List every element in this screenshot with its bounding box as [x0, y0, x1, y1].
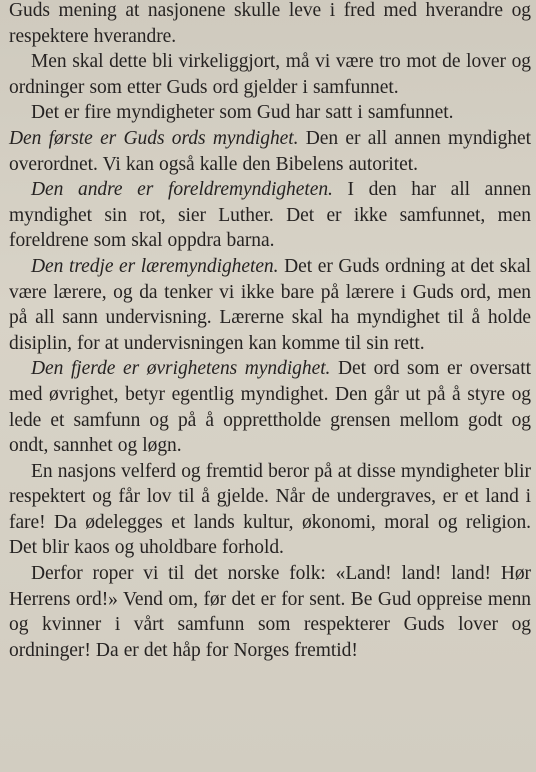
paragraph-2-text: Men skal dette bli virkeliggjort, må vi være tro mot de lover og ordninger som etter Guds ord gjelder i samfunnet.	[9, 51, 531, 98]
paragraph-7	[9, 356, 531, 458]
paragraph-5	[9, 177, 531, 254]
paragraph-4	[9, 126, 531, 177]
paragraph-7-text: Det ord som er oversatt med øvrighet, betyr egentlig myndighet. Den går ut på å styre og lede et samfunn og på å opprettholde grensen mellom godt og ondt, sannhet og løgn.	[9, 358, 531, 457]
paragraph-1	[9, 0, 531, 49]
paragraph-5-text: I den har all annen myndighet sin rot, sier Luther. Det er ikke samfunnet, men foreldrene som skal oppdra barna.	[9, 179, 531, 252]
paragraph-5-lead: Den andre er foreldremyndigheten.	[31, 179, 333, 201]
body-text	[9, 0, 531, 663]
paragraph-4-text: Den er all annen myndighet overordnet. Vi kan også kalle den Bibelens autoritet.	[9, 127, 531, 175]
paragraph-9	[9, 561, 531, 663]
paragraph-1-text: Guds mening at nasjonene skulle leve i fred med hverandre og respektere hverandre.	[9, 0, 531, 47]
paragraph-8-text: En nasjons velferd og fremtid beror på at disse myndigheter blir respektert og får lov til å gjelde. Når de undergraves, er et land i fare! Da ødelegges et lands kultur, økonomi, moral og religion. Det blir kaos og uholdbare forhold.	[9, 460, 531, 559]
paragraph-7-lead: Den fjerde er øvrighetens myndighet.	[31, 358, 331, 380]
paragraph-2	[9, 49, 531, 100]
paragraph-9-text: Derfor roper vi til det norske folk: «Land! land! land! Hør Herrens ord!» Vend om, før det er for sent. Be Gud oppreise menn og kvinner i vårt samfunn som respekterer Guds lover og ordninger! Da er det håp for Norges fremtid!	[9, 563, 531, 661]
paragraph-6-lead: Den tredje er læremyndigheten.	[31, 255, 279, 277]
paragraph-6-text: Det er Guds ordning at det skal være lærere, og da tenker vi ikke bare på lærere i Guds ord, men på all sann undervisning. Lærerne skal ha myndighet til å holde disiplin, for at undervisningen kan komme til sin rett.	[9, 255, 532, 354]
paragraph-6	[9, 254, 531, 356]
paragraph-8	[9, 459, 531, 561]
paragraph-4-lead: Den første er Guds ords myndighet.	[9, 127, 299, 149]
paragraph-3-text: Det er fire myndigheter som Gud har satt i samfunnet.	[31, 102, 454, 124]
paragraph-3	[9, 100, 531, 126]
